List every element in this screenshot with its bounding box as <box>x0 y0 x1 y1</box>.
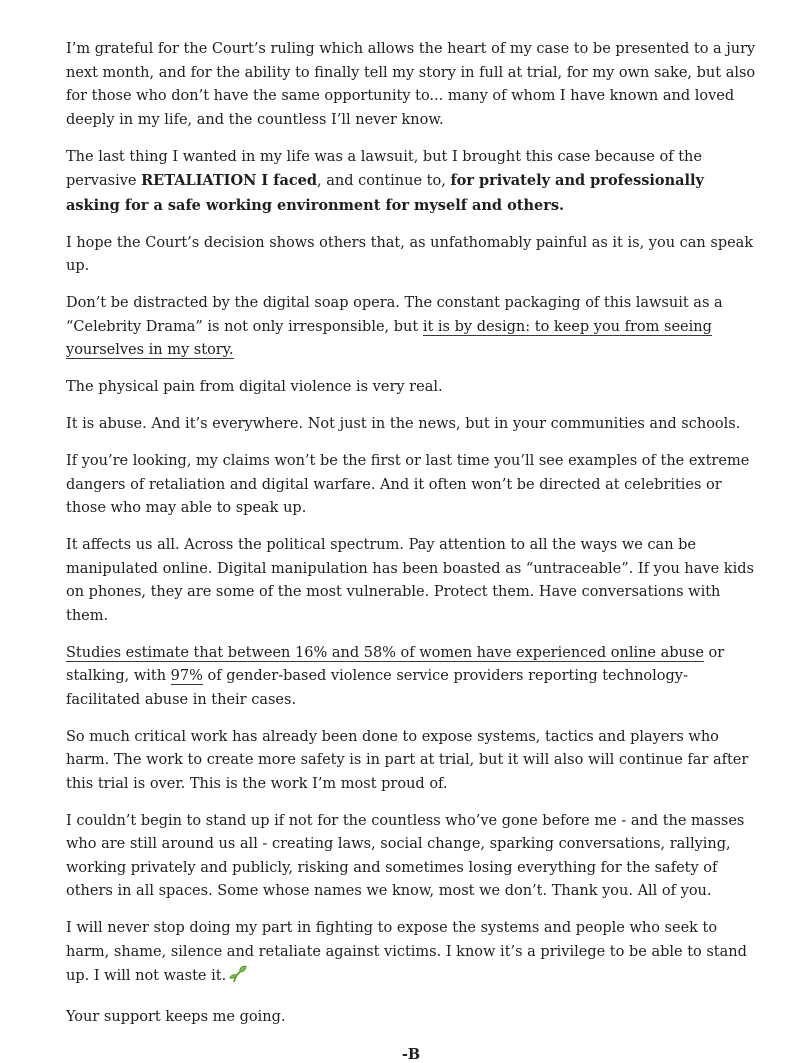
retaliation-emphasis: RETALIATION I faced <box>141 172 318 189</box>
paragraph-12-text: I will never stop doing my part in fighting to expose the systems and people who seek to harm, shame, silence and retaliate against victims. I know it’s a privilege to be able to stand up. I will not waste it. <box>66 920 747 984</box>
paragraph-11: I couldn’t begin to stand up if not for the countless who’ve gone before me - and the masses who are still around us all - creating laws, social change, sparking conversations, rallying, working privately and publicly, risking and sometimes losing everything for the safety of others in all spaces. Some whose names we know, most we don’t. Thank you. All of you. <box>66 812 745 899</box>
paragraph-2-text-a: The last thing I wanted in my life was a lawsuit, but I brought this case because of the pervasive <box>66 148 702 189</box>
by-design-underlined: it is by design: to keep you from seeing yourselves in my story. <box>66 318 712 358</box>
signature: -B <box>401 1045 421 1063</box>
paragraph-1: I’m grateful for the Court’s ruling which allows the heart of my case to be presented to a jury next month, and for the ability to finally tell my story in full at trial, for my own sake, but also for those who don’t have the same opportunity to... many of whom I have known and loved deeply in my life, and the countless I’ll never know. <box>66 41 756 128</box>
studies-link[interactable]: Studies estimate that between 16% and 58% of women have experienced online abuse <box>66 644 704 661</box>
paragraph-3: I hope the Court’s decision shows others that, as unfathomably painful as it is, you can speak up. <box>66 234 754 274</box>
paragraph-9-text-b: or stalking, with <box>66 644 725 684</box>
statement-body <box>66 38 756 1063</box>
paragraph-12 <box>66 917 756 993</box>
paragraph-8: It affects us all. Across the political spectrum. Pay attention to all the ways we can be manipulated online. Digital manipulation has been boasted as “untraceable”. If you have kids on phones, they are some of the most vulnerable. Protect them. Have conversations with them. <box>66 537 754 624</box>
paragraph-9-text-d: of gender-based violence service providers reporting technology-facilitated abuse in their cases. <box>66 668 688 708</box>
paragraph-13: Your support keeps me going. <box>66 1009 286 1025</box>
paragraph-7: If you’re looking, my claims won’t be the first or last time you’ll see examples of the extreme dangers of retaliation and digital warfare. And it often won’t be directed at celebrities or those who may able to speak up. <box>66 453 750 516</box>
seedling-icon <box>228 964 248 993</box>
statistic-97-link[interactable]: 97% <box>170 668 203 684</box>
safe-workplace-emphasis: for privately and professionally asking for a safe working environment for myself and others. <box>66 172 704 214</box>
paragraph-10: So much critical work has already been done to expose systems, tactics and players who harm. The work to create more safety is in part at trial, but it will also will continue far after this trial is over. This is the work I’m most proud of. <box>66 728 749 792</box>
paragraph-2-text-c: , and continue to, <box>317 173 451 189</box>
paragraph-4 <box>66 292 756 363</box>
paragraph-5: The physical pain from digital violence is very real. <box>66 379 443 395</box>
paragraph-4-text-a: Don’t be distracted by the digital soap opera. The constant packaging of this lawsuit as a “Celebrity Drama” is not only irresponsible, but <box>66 295 723 335</box>
paragraph-2 <box>66 146 756 219</box>
paragraph-6: It is abuse. And it’s everywhere. Not just in the news, but in your communities and schools. <box>66 416 741 432</box>
paragraph-9 <box>66 642 756 713</box>
